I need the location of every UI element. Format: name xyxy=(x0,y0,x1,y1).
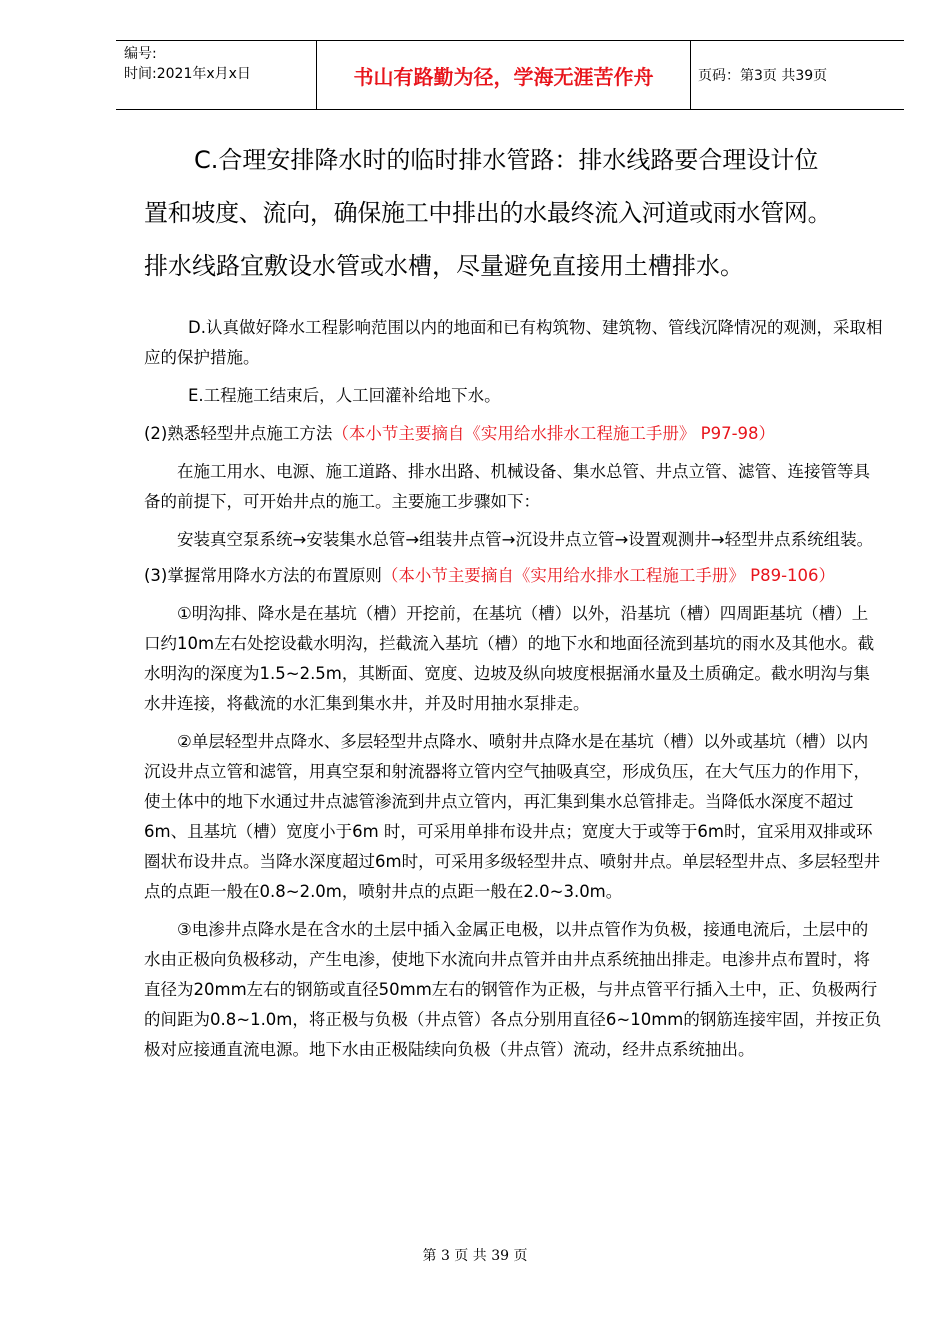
section-2-steps: 安装真空泵系统→安装集水总管→组装井点管→沉设井点立管→设置观测井→轻型井点系统组装。 xyxy=(177,530,874,549)
header-meta xyxy=(124,44,251,84)
section-3-heading xyxy=(144,561,884,591)
paragraph-c xyxy=(144,134,884,293)
page-header xyxy=(116,40,904,110)
section-2-heading xyxy=(144,419,884,449)
section-2-paragraph: 在施工用水、电源、施工道路、排水出路、机械设备、集水总管、井点立管、滤管、连接管等具备的前提下，可开始井点的施工。主要施工步骤如下： xyxy=(144,462,870,511)
paragraph-d: D.认真做好降水工程影响范围以内的地面和已有构筑物、建筑物、管线沉降情况的观测，采取相应的保护措施。 xyxy=(144,318,883,367)
paragraph-c-line: 置和坡度、流向，确保施工中排出的水最终流入河道或雨水管网。 xyxy=(144,199,832,227)
section-2-source-note: （本小节主要摘自《实用给水排水工程施工手册》 P97-98） xyxy=(332,424,776,443)
number-label: 编号: xyxy=(124,46,157,62)
item-3-paragraph: ③电渗井点降水是在含水的土层中插入金属正电极，以井点管作为负极，接通电流后，土层中的水由正极向负极移动，产生电渗，使地下水流向井点管并由井点系统抽出排走。电渗井点布置时，将直径为20mm左右的钢筋或直径50mm左右的钢管作为正极，与井点管平行插入土中，正、负极两行的间距为0.8~1.0m，将正极与负极（井点管）各点分别用直径6~10mm的钢筋连接牢固，并按正负极对应接通直流电源。地下水由正极陆续向负极（井点管）流动，经井点系统抽出。 xyxy=(144,920,882,1059)
section-3-title: (3)掌握常用降水方法的布置原则 xyxy=(144,566,382,585)
time-label: 时间:2021年x月x日 xyxy=(124,66,251,82)
header-motto: 书山有路勤为径，学海无涯苦作舟 xyxy=(353,64,654,89)
header-divider xyxy=(690,41,691,109)
page-footer: 第 3 页 共 39 页 xyxy=(422,1248,528,1264)
document-body xyxy=(144,313,884,1065)
section-3-source-note: （本小节主要摘自《实用给水排水工程施工手册》 P89-106） xyxy=(381,566,836,585)
paragraph-c-line: 排水线路宜敷设水管或水槽，尽量避免直接用土槽排水。 xyxy=(144,252,744,280)
item-1-paragraph: ①明沟排、降水是在基坑（槽）开挖前，在基坑（槽）以外，沿基坑（槽）四周距基坑（槽）上口约10m左右处挖设截水明沟，拦截流入基坑（槽）的地下水和地面径流到基坑的雨水及其他水。截水明沟的深度为1.5~2.5m，其断面、宽度、边坡及纵向坡度根据涌水量及土质确定。截水明沟与集水井连接，将截流的水汇集到集水井，并及时用抽水泵排走。 xyxy=(144,604,875,713)
item-2-paragraph: ②单层轻型井点降水、多层轻型井点降水、喷射井点降水是在基坑（槽）以外或基坑（槽）以内沉设井点立管和滤管，用真空泵和射流器将立管内空气抽吸真空，形成负压，在大气压力的作用下，使土体中的地下水通过井点滤管渗流到井点立管内，再汇集到集水总管排走。当降低水深度不超过6m、且基坑（槽）宽度小于6m 时，可采用单排布设井点；宽度大于或等于6m时，宜采用双排或环圈状布设井点。当降水深度超过6m时，可采用多级轻型井点、喷射井点。单层轻型井点、多层轻型井点的点距一般在0.8~2.0m，喷射井点的点距一般在2.0~3.0m。 xyxy=(144,732,881,901)
header-page-info: 页码：第3页 共39页 xyxy=(698,68,828,84)
paragraph-c-line: C.合理安排降水时的临时排水管路：排水线路要合理设计位 xyxy=(194,146,819,174)
section-2-title: (2)熟悉轻型井点施工方法 xyxy=(144,424,333,443)
paragraph-e: E.工程施工结束后，人工回灌补给地下水。 xyxy=(188,386,501,405)
